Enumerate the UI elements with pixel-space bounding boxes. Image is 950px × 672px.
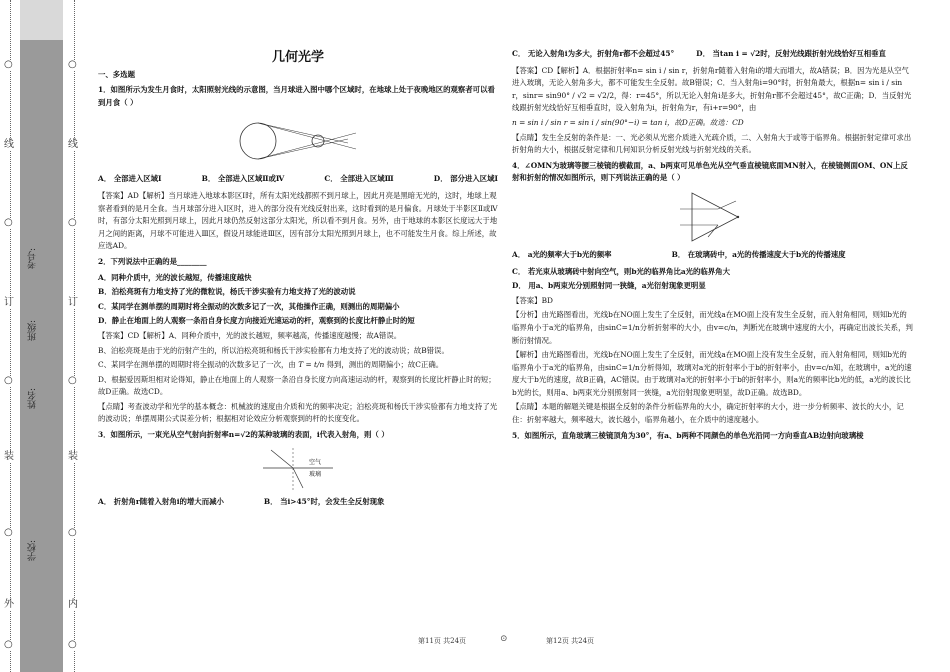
binding-label-inner: 内 [68, 599, 78, 610]
binding-circle: ○ [68, 639, 77, 650]
question-3-answer: 【答案】CD【解析】A．根据折射率n= sin i / sin r，折射角r随着入射角i的增大而增大，故A错误；B．因为光是从空气进入玻璃，无论入射角多大，都不可能发生全反射。故B错误；C．当入射角i=90°时，折射角最大，根据n= sin i / sin r，sinr= sin90° / √2 = √2/2，得：r=45°，所以无论入射角i是多大，折射角r都不会超过45°，故C正确；D．当反射光线跟折射光线恰好互相垂直时，设入射角为i，折射角为r，有i+r=90°，由 [512, 65, 912, 113]
binding-label-bind: 订 [68, 297, 78, 308]
page-footer-right: 第12页 共24页 [546, 637, 595, 645]
binding-circle: ○ [68, 217, 77, 228]
question-4-answer: 【答案】BD [512, 295, 553, 305]
page-footer-left: 第11页 共24页 [418, 637, 467, 645]
answer-c-pre: C、某同学在测单摆的周期时将全振动的次数多记了一次，由 [98, 360, 296, 370]
binding-label-install: 装 [4, 451, 14, 462]
question-3-formula: n = sin i / sin r = sin i / sin(90°−i) = tan i，故D正确。故选：CD [512, 117, 744, 127]
eclipse-diagram [98, 113, 498, 169]
binding-label-line: 线 [4, 139, 14, 150]
option-d[interactable]: D．静止在地面上的人观察一条沿自身长度方向接近光速运动的杆，观察到的长度比杆静止时的短 [98, 316, 415, 326]
binding-circle: ○ [68, 375, 77, 386]
glass-label: 玻璃 [309, 470, 322, 478]
question-2-answer-d: D、根据爱因斯坦相对论得知，静止在地面上的人观察一条沿自身长度方向高速运动的杆，观察到的长度比杆静止时的短；故D正确。故选CD。 [98, 374, 496, 397]
question-2-point: 【点睛】考查波动学和光学的基本概念：机械波的速度由介质和光的频率决定；泊松亮斑和杨氏干涉实验都有力地支持了光的波动说；单摆周期公式误差分析；根据相对论效应分析观察到的杆的长度变化。 [98, 401, 498, 424]
question-4-options-ab [512, 249, 914, 262]
option-d[interactable]: D． 用a、b两束光分别照射同一狭缝，a光衍射现象更明显 [512, 281, 706, 291]
option-b[interactable]: B． 在玻璃砖中，a光的传播速度大于b光的传播速度 [671, 249, 846, 259]
question-2-answer-a: 【答案】CD【解析】A、同种介质中，光的波长越短，频率越高，传播速度越慢；故A错误。 [98, 330, 402, 340]
option-b[interactable]: B．泊松亮斑有力地支持了光的微粒说，杨氏干涉实验有力地支持了光的波动说 [98, 287, 356, 297]
question-3-stem: 3．如图所示，一束光从空气射向折射率n=√2的某种玻璃的表面，i代表入射角，则（ ） [98, 430, 389, 440]
option-a[interactable]: A． 折射角r随着入射角i的增大而减小 [98, 496, 224, 506]
option-a[interactable]: A． a光的频率大于b光的频率 [512, 249, 612, 259]
refraction-diagram [98, 446, 498, 492]
binding-circle: ○ [4, 217, 13, 228]
question-1-stem: 1．如图所示为发生月食时，太阳照射光线的示意图，当月球进入图中哪个区域时，在地球上处于夜晚地区的观察者可以看到月食（ ） [98, 85, 495, 107]
field-class: 班级: [28, 320, 38, 342]
field-number: 考号: [28, 248, 38, 270]
air-label: 空气 [309, 458, 322, 466]
binding-circle: ○ [4, 375, 13, 386]
binding-band-top [20, 0, 63, 40]
option-a[interactable]: A．同种介质中，光的波长越短，传播速度越快 [98, 272, 252, 282]
question-3-options-cont [512, 48, 914, 61]
prism-diagram [512, 189, 914, 245]
option-c[interactable]: C． 无论入射角i为多大，折射角r都不会超过45° [512, 49, 675, 58]
question-1-answer: 【答案】AD【解析】当月球进入地球本影区Ⅰ时，所有太阳光线都照不到月球上，因此月亮是黑暗无光的，这时，地球上观察者看到的是月全食。当月球部分进入Ⅰ区时，进入的部分没有光线反射出来，这时看到的是月偏食。月球处于半影区Ⅱ或Ⅳ时，有部分太阳光照到月球上，因此月球仍然反射这部分太阳光，所以看不到月食。另外，由于地球的本影区长度远大于地月之间的距离，月球不可能进入Ⅲ区，假设月球能进Ⅲ区，因有部分太阳光照到月球上，也不可能发生月食。综上所述，故应选AD。 [98, 190, 498, 251]
question-3-point: 【点睛】发生全反射的条件是：一、光必须从光密介质进入光疏介质，二、入射角大于或等于临界角。根据折射定律可求出折射角的大小，根据反射定律和几何知识分析反射光线与折射光线的关系。 [512, 132, 912, 155]
question-2-stem: 2．下列说法中正确的是________ [98, 256, 207, 266]
option-d[interactable]: D． 部分进入区域Ⅰ [433, 174, 498, 184]
question-4-point: 【点睛】本题的解题关键是根据全反射的条件分析临界角的大小，确定折射率的大小，进一步分析频率、波长的大小，记住：折射率越大，频率越大，波长越小，临界角越小，在介质中的速度越小。 [512, 402, 904, 425]
eclipse-figure [238, 113, 358, 169]
option-c[interactable]: C． 全部进入区域Ⅲ [324, 174, 394, 184]
binding-label-outer: 外 [4, 599, 14, 610]
question-4-stem: 4．∠OMN为玻璃等腰三棱镜的横截面，a、b两束可见单色光从空气垂直棱镜底面MN射入，在棱镜侧面OM、ON上反射和折射的情况如图所示，则下列说法正确的是（ ） [512, 160, 908, 183]
left-page [98, 0, 498, 672]
field-name: 姓名: [28, 388, 38, 410]
right-page [512, 0, 914, 672]
binding-circle: ○ [68, 527, 77, 538]
option-c[interactable]: C． 若光束从玻璃砖中射向空气，则b光的临界角比a光的临界角大 [512, 266, 730, 276]
option-c[interactable]: C．某同学在测单摆的周期时将全振动的次数多记了一次，其他操作正确，则测出的周期偏小 [98, 301, 400, 311]
binding-circle: ○ [4, 59, 13, 70]
binding-circle: ○ [68, 59, 77, 70]
option-d[interactable]: D． 当tan i = √2时，反射光线跟折射光线恰好互相垂直 [696, 49, 886, 58]
inner-binding-line [66, 0, 84, 672]
question-1-options [98, 173, 498, 186]
binding-label-bind: 订 [4, 297, 14, 308]
binding-circle: ○ [4, 527, 13, 538]
option-b[interactable]: B． 当i>45°时，会发生全反射现象 [263, 496, 385, 506]
refraction-figure [253, 446, 343, 492]
question-2-answer-c [98, 359, 498, 372]
question-4-analysis: 【分析】由光路图看出，光线b在NO面上发生了全反射，而光线a在MO面上没有发生全反射，而入射角相同，则知b光的临界角小于a光的临界角，由sinC=1/n分析折射率的大小，由v=c/n，判断光在玻璃中速度的大小，再确定出波长关系，判断衍射情况。 [512, 310, 913, 345]
binding-label-install: 装 [68, 451, 78, 462]
option-a[interactable]: A． 全部进入区域Ⅰ [98, 174, 162, 184]
answer-c-post: 得到，测出的周期偏小；故C正确。 [326, 360, 444, 370]
outer-binding-line [2, 0, 20, 672]
period-formula: T = t/n [298, 360, 325, 370]
section-heading: 一、多选题 [98, 69, 135, 79]
center-mark: ⊙ [500, 634, 508, 644]
page-title: 几何光学 [271, 50, 324, 65]
question-5-stem: 5．如图所示，直角玻璃三棱镜顶角为30°，有a、b两种不同颜色的单色光沿同一方向垂直AB边射向玻璃棱 [512, 430, 864, 440]
question-4-explain: 【解析】由光路图看出，光线b在NO面上发生了全反射，而光线a在MO面上没有发生全反射，而入射角相同，则知b光的临界角小于a光的临界角，由sinC=1/n分析得知，玻璃对a光的折射率小于b的折射率小，由v=c/n知，在玻璃中，a光的速度大于b光的速度，故B正确，AC错误。由于玻璃对a光的折射率小于b的折射率小，则a光的频率比b光的低，a光的波长比b光的长，则用a、b两束光分别照射同一狭缝，a光衍射现象更明显，故D正确。故选BD。 [512, 350, 912, 397]
question-2-answer-b: B、泊松亮斑是由于光的衍射产生的，所以泊松亮斑和杨氏干涉实验都有力地支持了光的波动说；故B错误。 [98, 345, 449, 355]
field-school: 学校: [28, 540, 38, 562]
binding-label-line: 线 [68, 139, 78, 150]
prism-figure [678, 189, 748, 245]
question-3-options [98, 496, 498, 509]
binding-circle: ○ [4, 639, 13, 650]
option-b[interactable]: B． 全部进入区域Ⅱ或Ⅳ [201, 174, 285, 184]
